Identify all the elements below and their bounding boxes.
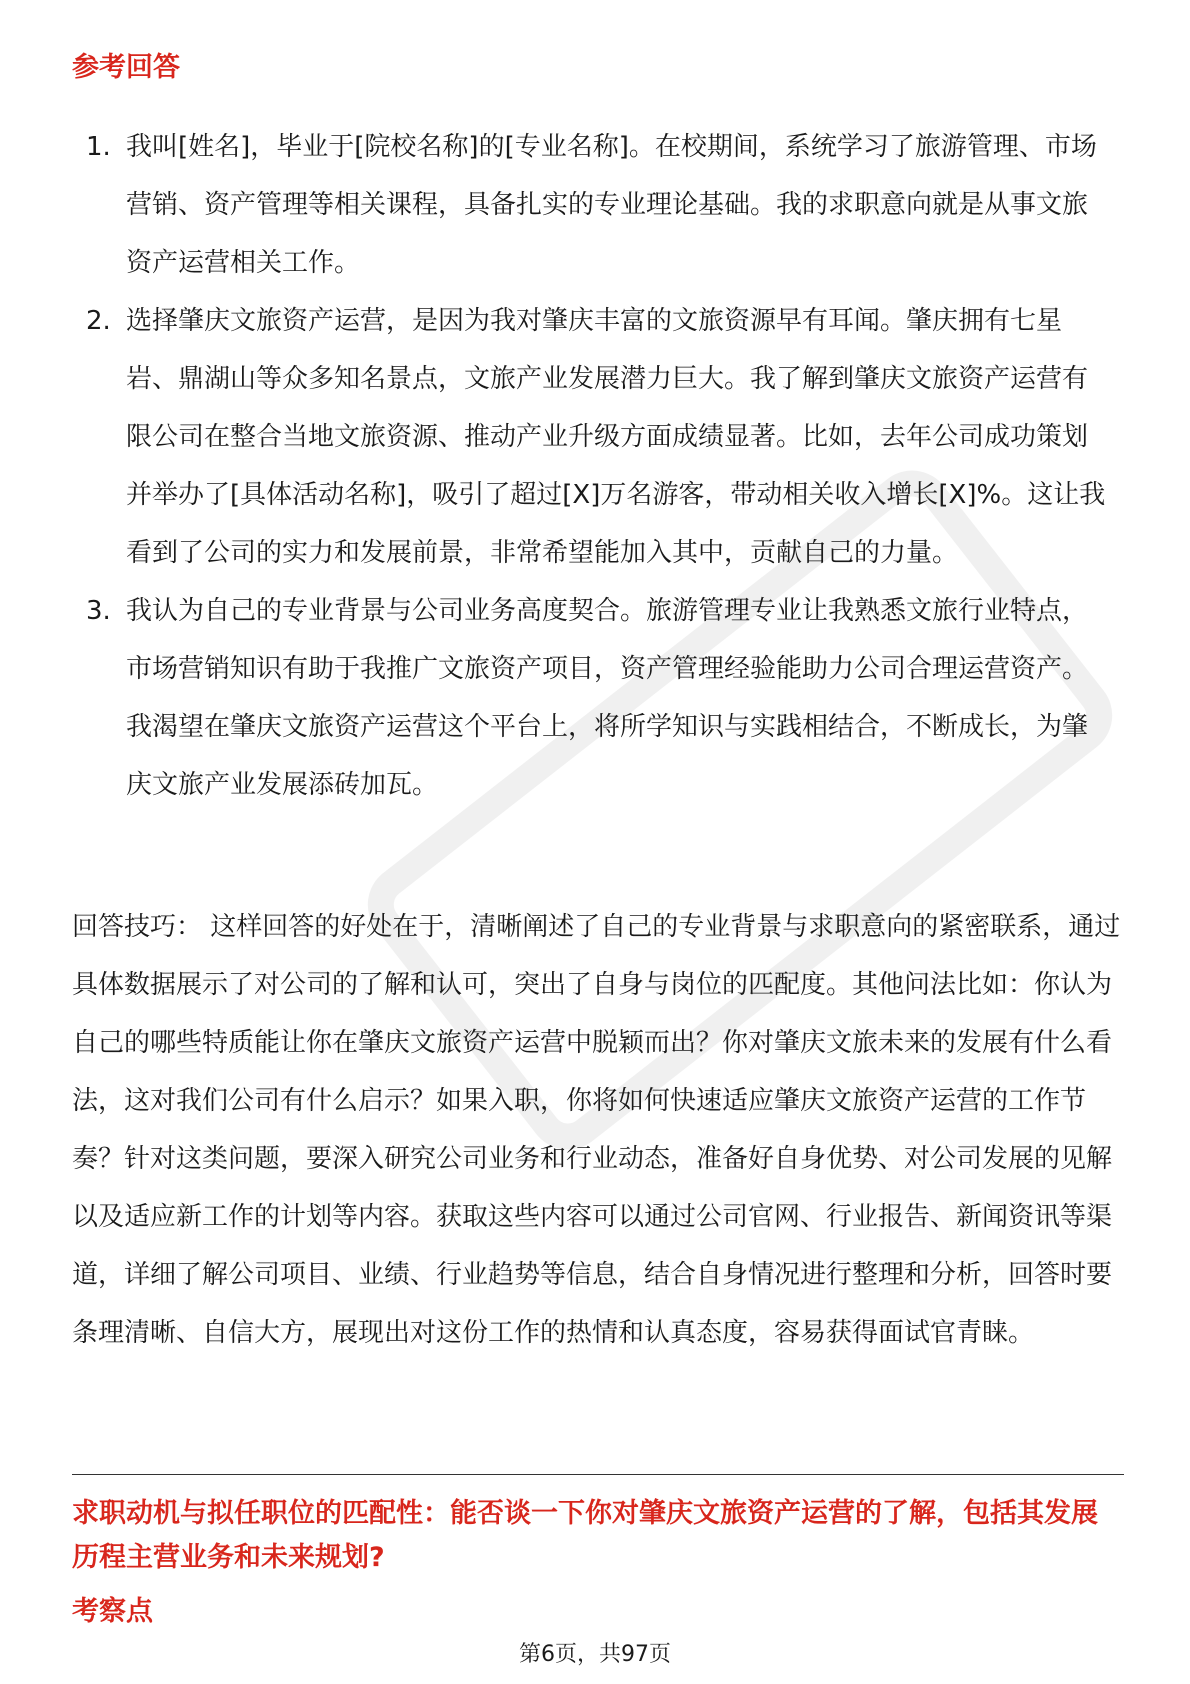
- answer-number: 1.: [86, 132, 111, 162]
- answer-item: [72, 292, 1112, 582]
- next-question-title: 求职动机与拟任职位的匹配性：能否谈一下你对肇庆文旅资产运营的了解，包括其发展历程主营业务和未来规划?: [72, 1498, 1098, 1573]
- answer-tips: 回答技巧： 这样回答的好处在于，清晰阐述了自己的专业背景与求职意向的紧密联系，通过具体数据展示了对公司的了解和认可，突出了自身与岗位的匹配度。其他问法比如：你认为自己的哪些特质能让你在肇庆文旅资产运营中脱颖而出？你对肇庆文旅未来的发展有什么看法，这对我们公司有什么启示？如果入职，你将如何快速适应肇庆文旅资产运营的工作节奏？针对这类问题，要深入研究公司业务和行业动态，准备好自身优势、对公司发展的见解以及适应新工作的计划等内容。获取这些内容可以通过公司官网、行业报告、新闻资讯等渠道，详细了解公司项目、业绩、行业趋势等信息，结合自身情况进行整理和分析，回答时要条理清晰、自信大方，展现出对这份工作的热情和认真态度，容易获得面试官青睐。: [72, 912, 1121, 1348]
- section-divider: [72, 1474, 1124, 1475]
- next-section-heading: 考察点: [72, 1596, 153, 1627]
- answer-text: 我认为自己的专业背景与公司业务高度契合。旅游管理专业让我熟悉文旅行业特点，市场营销知识有助于我推广文旅资产项目，资产管理经验能助力公司合理运营资产。我渴望在肇庆文旅资产运营这个平台上，将所学知识与实践相结合，不断成长，为肇庆文旅产业发展添砖加瓦。: [126, 596, 1089, 800]
- section-heading: 参考回答: [72, 52, 180, 83]
- answer-list: [72, 118, 1112, 814]
- answer-number: 2.: [86, 306, 111, 336]
- page-number: 第6页，共97页: [519, 1642, 671, 1667]
- answer-item: [72, 582, 1112, 814]
- answer-number: 3.: [86, 596, 111, 626]
- answer-item: [72, 118, 1112, 292]
- answer-text: 选择肇庆文旅资产运营，是因为我对肇庆丰富的文旅资源早有耳闻。肇庆拥有七星岩、鼎湖山等众多知名景点，文旅产业发展潜力巨大。我了解到肇庆文旅资产运营有限公司在整合当地文旅资源、推动产业升级方面成绩显著。比如，去年公司成功策划并举办了[具体活动名称]，吸引了超过[X]万名游客，带动相关收入增长[X]%。这让我看到了公司的实力和发展前景，非常希望能加入其中，贡献自己的力量。: [126, 306, 1106, 568]
- answer-text: 我叫[姓名]，毕业于[院校名称]的[专业名称]。在校期间，系统学习了旅游管理、市场营销、资产管理等相关课程，具备扎实的专业理论基础。我的求职意向就是从事文旅资产运营相关工作。: [126, 132, 1097, 278]
